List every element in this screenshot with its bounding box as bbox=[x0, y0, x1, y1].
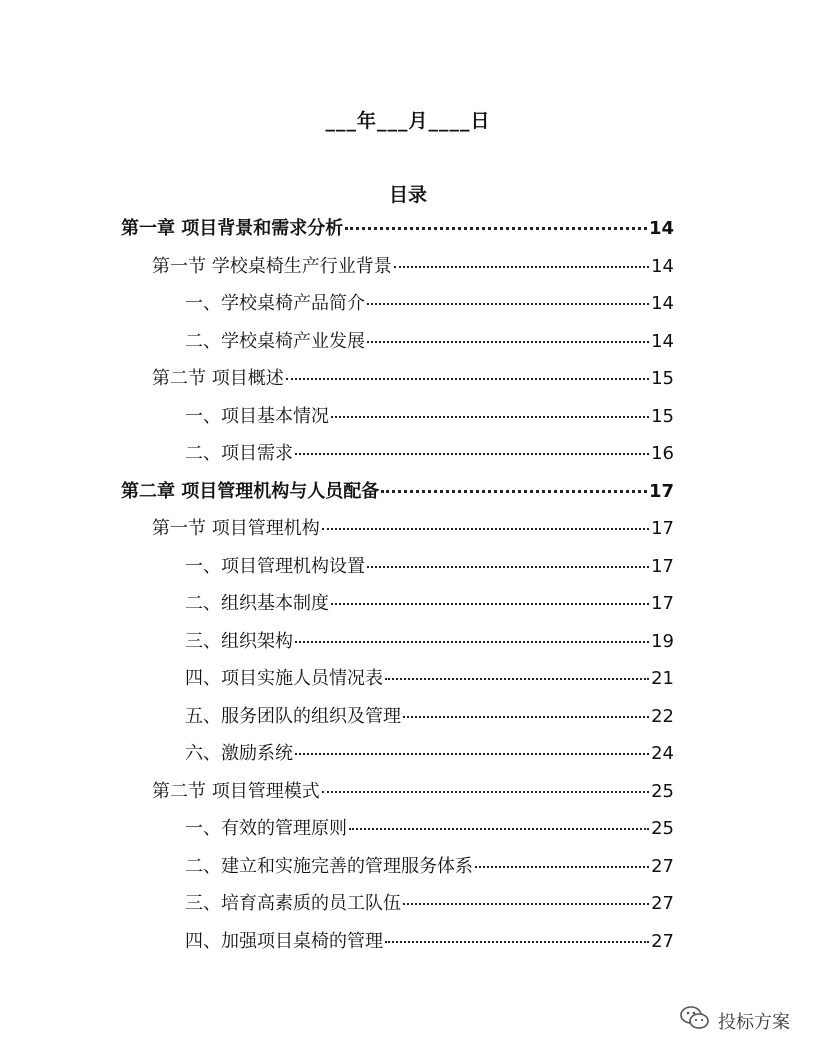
toc-entry-level-2[interactable] bbox=[152, 777, 674, 807]
toc-entry-page: 17 bbox=[651, 593, 674, 614]
toc-dot-leader bbox=[394, 266, 649, 268]
toc-entry-label: 第一节 项目管理机构 bbox=[152, 518, 320, 539]
toc-entry-page: 14 bbox=[648, 218, 674, 239]
toc-dot-leader bbox=[295, 453, 649, 455]
toc-entry-level-3[interactable] bbox=[185, 927, 674, 957]
date-line: ___年___月____日 bbox=[325, 110, 491, 132]
toc-entry-label: 三、培育高素质的员工队伍 bbox=[185, 893, 401, 914]
toc-entry-label: 二、组织基本制度 bbox=[185, 593, 329, 614]
toc-entry-page: 27 bbox=[651, 930, 674, 952]
toc-dot-leader bbox=[385, 678, 649, 680]
wechat-icon bbox=[680, 1005, 710, 1036]
toc-dot-leader bbox=[286, 378, 649, 380]
toc-dot-leader bbox=[331, 416, 649, 418]
toc-entry-label: 二、建立和实施完善的管理服务体系 bbox=[185, 855, 473, 877]
toc-dot-leader bbox=[295, 753, 649, 755]
toc-entry-level-3[interactable] bbox=[185, 702, 674, 732]
toc-entry-page: 27 bbox=[651, 855, 674, 877]
toc-entry-page: 17 bbox=[648, 480, 674, 502]
toc-entry-label: 第二节 项目概述 bbox=[152, 368, 284, 389]
toc-entry-level-3[interactable] bbox=[185, 402, 674, 432]
toc-entry-label: 一、有效的管理原则 bbox=[185, 818, 347, 839]
toc-entry-label: 二、项目需求 bbox=[185, 443, 293, 464]
toc-entry-label: 六、激励系统 bbox=[185, 743, 293, 764]
toc-entry-label: 第二章 项目管理机构与人员配备 bbox=[121, 480, 380, 502]
toc-dot-leader bbox=[475, 866, 649, 868]
toc-entry-label: 第一章 项目背景和需求分析 bbox=[121, 218, 344, 239]
toc-entry-level-3[interactable] bbox=[185, 664, 674, 694]
toc-entry-label: 第一节 学校桌椅生产行业背景 bbox=[152, 255, 392, 277]
toc-dot-leader bbox=[367, 303, 649, 305]
toc-entry-label: 二、学校桌椅产业发展 bbox=[185, 330, 365, 352]
toc-entry-page: 17 bbox=[651, 555, 674, 577]
toc-entry-label: 四、项目实施人员情况表 bbox=[185, 668, 383, 689]
toc-entry-level-3[interactable] bbox=[185, 739, 674, 769]
toc-entry-page: 16 bbox=[651, 443, 674, 464]
toc-entry-label: 第二节 项目管理模式 bbox=[152, 780, 320, 802]
toc-entry-level-3[interactable] bbox=[185, 589, 674, 619]
toc-dot-leader bbox=[403, 903, 649, 905]
toc-entry-page: 19 bbox=[651, 630, 674, 652]
toc-entry-page: 25 bbox=[651, 780, 674, 802]
toc-entry-page: 27 bbox=[651, 893, 674, 914]
toc-entry-label: 三、组织架构 bbox=[185, 630, 293, 652]
toc-entry-page: 25 bbox=[651, 818, 674, 839]
toc-entry-page: 17 bbox=[651, 518, 674, 539]
toc-entry-label: 一、学校桌椅产品简介 bbox=[185, 293, 365, 314]
toc-entry-level-3[interactable] bbox=[185, 327, 674, 357]
toc-entry-page: 14 bbox=[651, 293, 674, 314]
toc-entry-level-2[interactable] bbox=[152, 514, 674, 544]
toc-dot-leader bbox=[403, 716, 649, 718]
watermark bbox=[680, 1005, 790, 1036]
toc-entry-page: 15 bbox=[651, 368, 674, 389]
toc-title: 目录 bbox=[388, 184, 427, 206]
toc-entry-page: 22 bbox=[651, 705, 674, 727]
toc-entry-level-3[interactable] bbox=[185, 814, 674, 844]
toc-entry-label: 四、加强项目桌椅的管理 bbox=[185, 930, 383, 952]
toc-dot-leader bbox=[367, 341, 649, 343]
toc-dot-leader bbox=[345, 227, 647, 230]
toc-entry-level-3[interactable] bbox=[185, 439, 674, 469]
watermark-text: 投标方案 bbox=[718, 1011, 790, 1033]
toc-entry-label: 五、服务团队的组织及管理 bbox=[185, 705, 401, 727]
toc-entry-level-1[interactable] bbox=[121, 477, 674, 507]
toc-dot-leader bbox=[322, 528, 649, 530]
toc-entry-level-3[interactable] bbox=[185, 289, 674, 319]
toc-entry-level-3[interactable] bbox=[185, 852, 674, 882]
toc-entry-page: 14 bbox=[651, 330, 674, 352]
toc-dot-leader bbox=[331, 603, 649, 605]
toc-entry-level-3[interactable] bbox=[185, 627, 674, 657]
toc-entry-page: 14 bbox=[651, 255, 674, 277]
toc-dot-leader bbox=[322, 791, 649, 793]
toc-entry-page: 21 bbox=[651, 668, 674, 689]
toc-dot-leader bbox=[349, 828, 649, 830]
toc-dot-leader bbox=[381, 490, 647, 493]
toc-entry-label: 一、项目管理机构设置 bbox=[185, 555, 365, 577]
toc-entry-level-2[interactable] bbox=[152, 364, 674, 394]
toc-dot-leader bbox=[295, 641, 649, 643]
toc-dot-leader bbox=[385, 941, 649, 943]
toc-entry-level-1[interactable] bbox=[121, 214, 674, 244]
toc-entry-page: 24 bbox=[651, 743, 674, 764]
toc-entry-label: 一、项目基本情况 bbox=[185, 405, 329, 427]
toc-entry-level-3[interactable] bbox=[185, 889, 674, 919]
toc-dot-leader bbox=[367, 566, 649, 568]
toc-entry-page: 15 bbox=[651, 405, 674, 427]
toc-entry-level-2[interactable] bbox=[152, 252, 674, 282]
toc-entry-level-3[interactable] bbox=[185, 552, 674, 582]
